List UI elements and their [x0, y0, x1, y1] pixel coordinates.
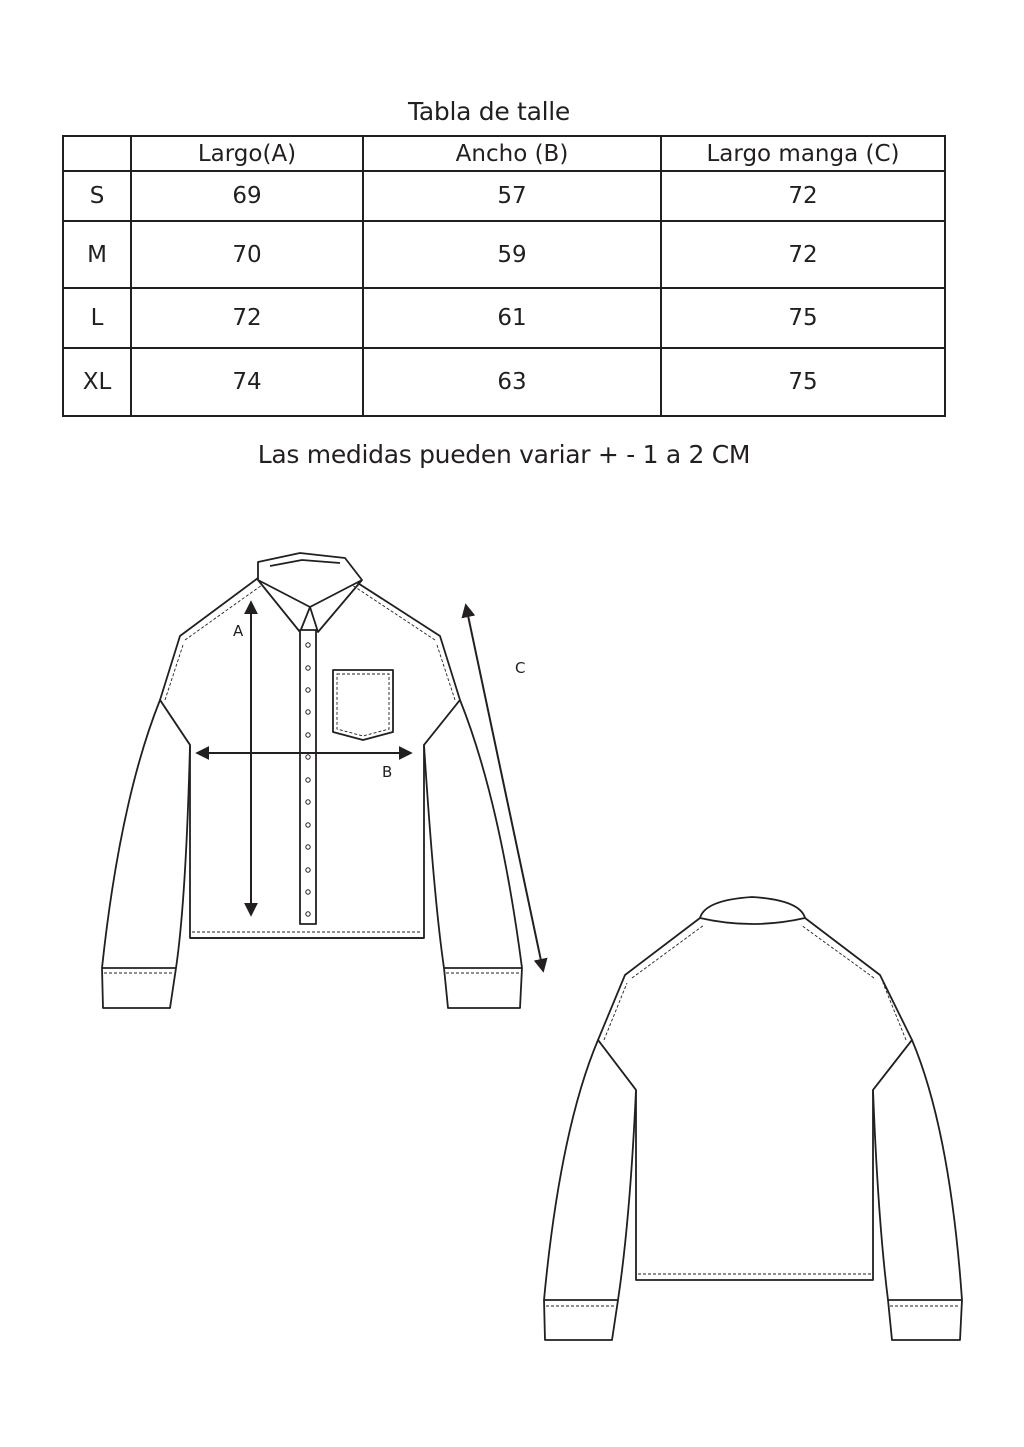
- cell-ancho: 61: [363, 288, 661, 348]
- shirt-front-drawing: [102, 553, 522, 1008]
- header-largo-manga: Largo manga (C): [661, 136, 945, 171]
- cell-manga: 75: [661, 288, 945, 348]
- cell-largo: 70: [131, 221, 363, 288]
- header-largo: Largo(A): [131, 136, 363, 171]
- cell-ancho: 63: [363, 348, 661, 416]
- cell-largo: 69: [131, 171, 363, 221]
- size-chart-title: Tabla de talle: [408, 97, 570, 126]
- cell-size: XL: [63, 348, 131, 416]
- cell-manga: 75: [661, 348, 945, 416]
- label-b: B: [382, 763, 393, 781]
- cell-size: L: [63, 288, 131, 348]
- header-ancho: Ancho (B): [363, 136, 661, 171]
- cell-largo: 74: [131, 348, 363, 416]
- cell-size: M: [63, 221, 131, 288]
- label-c: C: [515, 659, 526, 677]
- cell-largo: 72: [131, 288, 363, 348]
- measurement-note: Las medidas pueden variar + - 1 a 2 CM: [257, 440, 751, 469]
- label-a: A: [233, 622, 244, 640]
- cell-manga: 72: [661, 171, 945, 221]
- cell-manga: 72: [661, 221, 945, 288]
- cell-ancho: 59: [363, 221, 661, 288]
- cell-size: S: [63, 171, 131, 221]
- cell-ancho: 57: [363, 171, 661, 221]
